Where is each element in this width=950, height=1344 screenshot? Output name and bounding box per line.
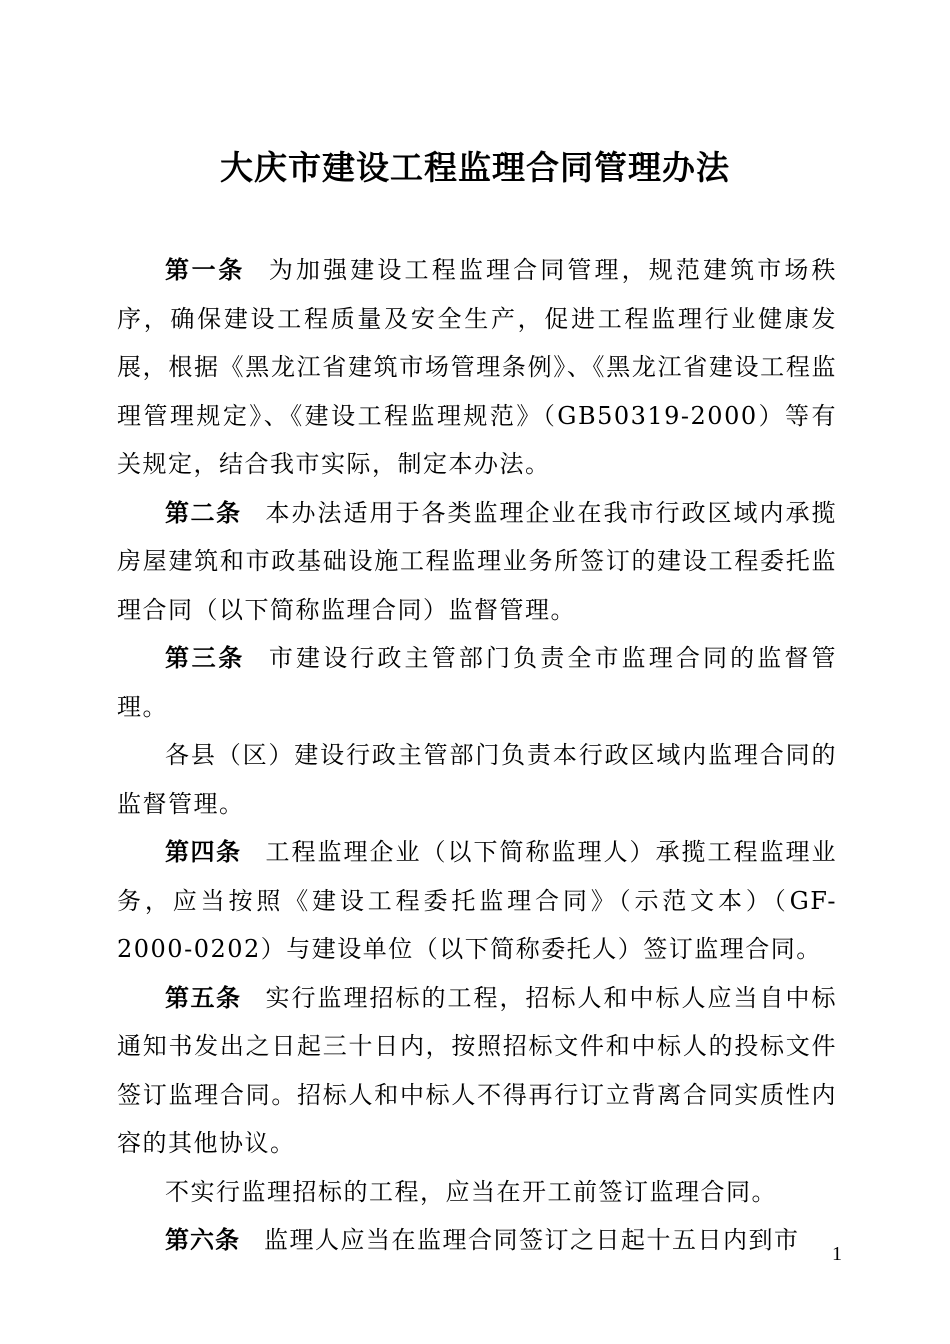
article-text: 市建设行政主管部门负责全市监理合同的监督管理。 [117, 644, 838, 721]
article-label: 第二条 [165, 498, 242, 527]
article-3 [117, 634, 837, 731]
article-label: 第五条 [165, 983, 242, 1012]
article-label: 第三条 [165, 644, 245, 672]
article-5 [117, 974, 837, 1168]
article-text: 工程监理企业（以下简称监理人）承揽工程监理业务，应当按照《建设工程委托监理合同》（示范文本）（GF-2000-0202）与建设单位（以下简称委托人）签订监理合同。 [117, 838, 837, 963]
article-text: 不实行监理招标的工程，应当在开工前签订监理合同。 [165, 1177, 777, 1206]
article-label: 第四条 [165, 838, 242, 866]
article-text: 监理人应当在监理合同签订之日起十五日内到市 [264, 1226, 800, 1254]
article-1 [117, 246, 837, 489]
article-2 [117, 489, 837, 635]
article-label: 第一条 [165, 256, 245, 284]
article-6 [117, 1216, 837, 1265]
article-text: 本办法适用于各类监理企业在我市行政区域内承揽房屋建筑和市政基础设施工程监理业务所签订的建设工程委托监理合同（以下简称监理合同）监督管理。 [117, 498, 837, 624]
article-label: 第六条 [165, 1226, 240, 1254]
article-4 [117, 828, 837, 974]
article-5-continued [117, 1168, 837, 1217]
article-text: 各县（区）建设行政主管部门负责本行政区域内监理合同的监督管理。 [117, 741, 837, 818]
document-title: 大庆市建设工程监理合同管理办法 [220, 148, 730, 187]
article-3-continued [117, 731, 837, 828]
article-text: 实行监理招标的工程，招标人和中标人应当自中标通知书发出之日起三十日内，按照招标文件和中标人的投标文件签订监理合同。招标人和中标人不得再行订立背离合同实质性内容的其他协议。 [117, 983, 837, 1157]
document-body [117, 246, 837, 1265]
article-text: 为加强建设工程监理合同管理，规范建筑市场秩序，确保建设工程质量及安全生产，促进工程监理行业健康发展，根据《黑龙江省建筑市场管理条例》、《黑龙江省建设工程监理管理规定》、《建设工程监理规范》（GB50319-2000）等有关规定，结合我市实际，制定本办法。 [117, 256, 838, 478]
page-number: 1 [832, 1243, 842, 1265]
